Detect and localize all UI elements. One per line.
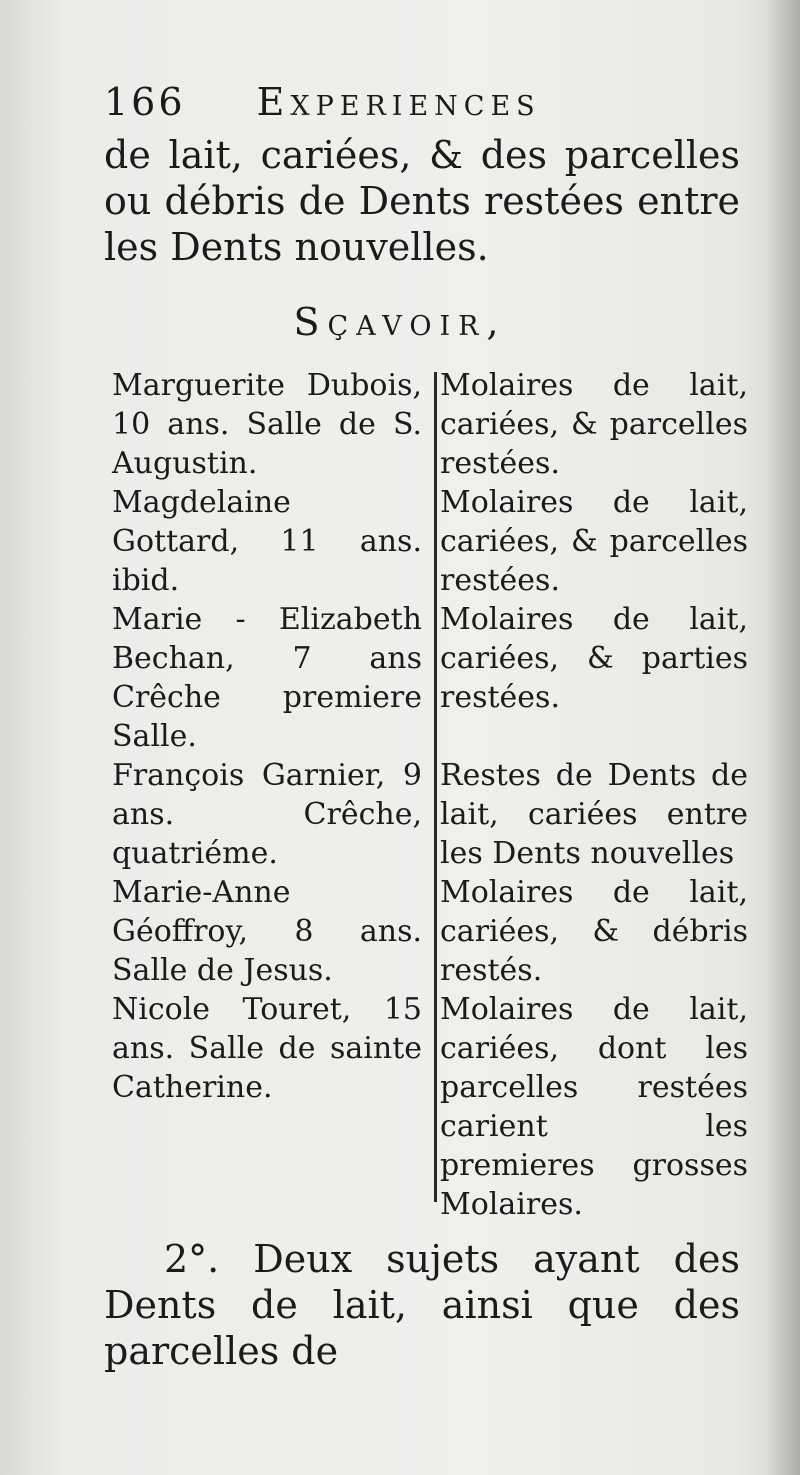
page-number: 166 — [104, 80, 186, 124]
patient-name-cell: Marie - Elizabeth Bechan, 7 ans Crêche premiere Salle. — [112, 602, 422, 754]
section-heading: Sçavoir, — [293, 300, 507, 344]
condition-cell: Molaires de lait, cariées, & débris restés. — [440, 875, 748, 988]
table-row — [112, 990, 748, 1224]
condition-cell: Molaires de lait, cariées, & parcelles restées. — [440, 368, 748, 481]
patient-name-cell: Marguerite Dubois, 10 ans. Salle de S. Augustin. — [112, 368, 422, 481]
footer-paragraph: 2°. Deux sujets ayant des Dents de lait, ainsi que des parcelles de — [104, 1237, 740, 1373]
condition-cell: Molaires de lait, cariées, & parties restées. — [440, 602, 748, 715]
table-row — [112, 600, 748, 756]
patient-name-cell: François Garnier, 9 ans. Crêche, quatriéme. — [112, 758, 422, 871]
patient-name-cell: Nicole Touret, 15 ans. Salle de sainte Catherine. — [112, 992, 422, 1105]
condition-cell: Restes de Dents de lait, cariées entre les Dents nouvelles — [440, 758, 748, 871]
running-title: Experiences — [256, 80, 541, 124]
table-row — [112, 366, 748, 483]
intro-paragraph: de lait, cariées, & des parcelles ou débris de Dents restées entre les Dents nouvelles. — [104, 133, 740, 269]
table-row — [112, 483, 748, 600]
patient-table — [112, 366, 748, 1224]
patient-name-cell: Magdelaine Gottard, 11 ans. ibid. — [112, 485, 422, 598]
page-edge-shadow — [766, 0, 800, 1475]
table-row — [112, 873, 748, 990]
condition-cell: Molaires de lait, cariées, & parcelles restées. — [440, 485, 748, 598]
table-row — [112, 756, 748, 873]
running-header — [104, 80, 541, 124]
condition-cell: Molaires de lait, cariées, dont les parcelles restées carient les premieres grosses Molaires. — [440, 992, 748, 1222]
patient-name-cell: Marie-Anne Géoffroy, 8 ans. Salle de Jesus. — [112, 875, 422, 988]
